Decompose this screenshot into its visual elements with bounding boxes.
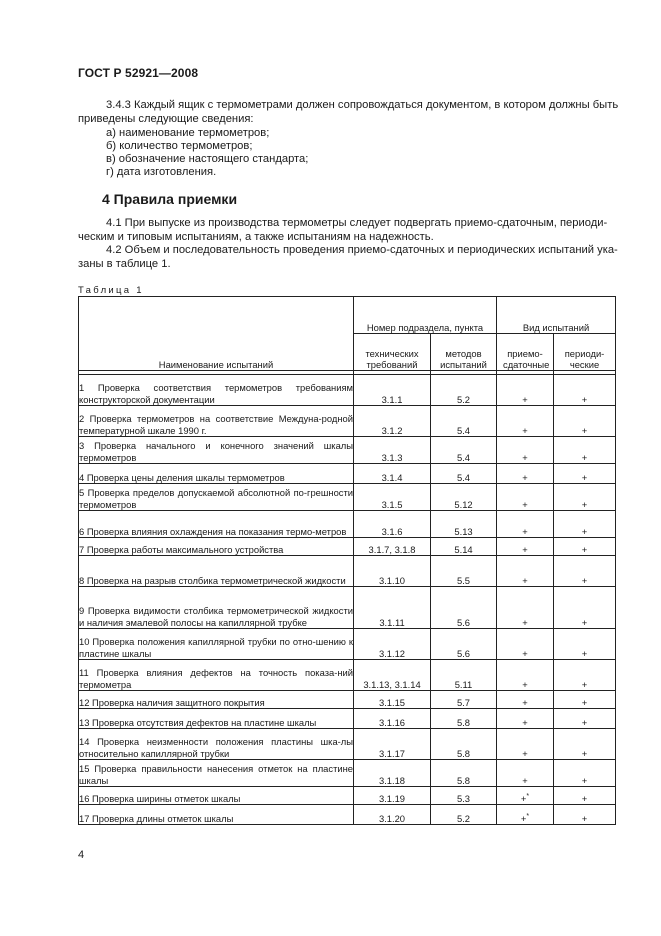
- cell-acceptance: [497, 805, 554, 825]
- cell-tech-requirement-text: 3.1.15: [378, 696, 406, 708]
- cell-periodic: [554, 538, 616, 556]
- cell-test-name: [79, 484, 354, 511]
- table-row: [79, 587, 616, 629]
- cell-test-name: [79, 587, 354, 629]
- header-test-type: Вид испытаний: [497, 297, 616, 334]
- cell-periodic-text: +: [581, 647, 588, 659]
- table-row: [79, 691, 616, 709]
- cell-tech-requirement: [354, 660, 431, 691]
- cell-test-method-text: 5.4: [456, 451, 471, 463]
- table-row: [79, 375, 616, 406]
- cell-acceptance-text: +: [522, 574, 528, 586]
- cell-test-name-text: 11 Проверка влияния дефектов на точность показа-ний термометра: [79, 667, 353, 690]
- cell-acceptance-text: +: [522, 471, 528, 483]
- cell-periodic-text: +: [581, 471, 588, 483]
- paragraph-4-2-line-1: 4.2 Объем и последовательность проведения приемо-сдаточных и периодических испытаний ука-: [106, 244, 618, 256]
- cell-acceptance-text: +: [522, 716, 528, 728]
- cell-tech-requirement-text: 3.1.7, 3.1.8: [368, 543, 416, 555]
- cell-test-method-text: 5.8: [456, 716, 471, 728]
- paragraph-3-4-3-line-2: приведены следующие сведения:: [78, 113, 254, 125]
- page-number: 4: [78, 849, 85, 861]
- cell-test-name-text: 17 Проверка длины отметок шкалы: [79, 812, 234, 824]
- cell-tech-requirement: [354, 375, 431, 406]
- cell-acceptance-text: +: [522, 393, 528, 405]
- cell-tech-requirement: [354, 464, 431, 484]
- cell-tech-requirement-text: 3.1.19: [378, 792, 406, 804]
- cell-acceptance-text: +: [522, 424, 528, 436]
- table-row: [79, 556, 616, 587]
- cell-test-method: [431, 760, 497, 787]
- cell-acceptance: [497, 538, 554, 556]
- cell-test-name: [79, 629, 354, 660]
- cell-test-method-text: 5.12: [454, 498, 473, 510]
- paragraph-3-4-3-line-1: 3.4.3 Каждый ящик с термометрами должен сопровождаться документом, в котором должны быть: [106, 99, 619, 111]
- cell-periodic: [554, 729, 616, 760]
- cell-acceptance-text: +: [522, 616, 528, 628]
- cell-tech-requirement-text: 3.1.1: [381, 393, 403, 405]
- cell-tech-requirement-text: 3.1.17: [378, 747, 406, 759]
- cell-periodic-text: +: [581, 792, 588, 804]
- cell-acceptance: [497, 787, 554, 805]
- cell-test-name: [79, 691, 354, 709]
- cell-periodic-text: +: [581, 451, 588, 463]
- cell-tech-requirement: [354, 406, 431, 437]
- cell-periodic-text: +: [581, 774, 588, 786]
- header-periodic: периоди-ческие: [554, 334, 616, 371]
- cell-test-method: [431, 709, 497, 729]
- cell-tech-requirement: [354, 484, 431, 511]
- cell-acceptance: [497, 406, 554, 437]
- cell-tech-requirement-text: 3.1.3: [381, 451, 403, 463]
- cell-test-method: [431, 375, 497, 406]
- cell-test-method-text: 5.8: [456, 774, 471, 786]
- cell-test-name-text: 8 Проверка на разрыв столбика термометрической жидкости: [79, 574, 346, 586]
- table-row: [79, 437, 616, 464]
- section-4-heading: 4 Правила приемки: [102, 191, 238, 207]
- cell-test-method: [431, 538, 497, 556]
- cell-test-name: [79, 406, 354, 437]
- cell-test-name: [79, 375, 354, 406]
- cell-periodic-text: +: [581, 696, 588, 708]
- cell-periodic: [554, 437, 616, 464]
- cell-tech-requirement-text: 3.1.4: [381, 471, 403, 483]
- cell-acceptance: [497, 511, 554, 538]
- cell-tech-requirement: [354, 437, 431, 464]
- cell-test-name-text: 6 Проверка влияния охлаждения на показания термо-метров: [79, 525, 347, 537]
- cell-test-name-text: 9 Проверка видимости столбика термометрической жидкости и наличия эмалевой полосы на капиллярной трубке: [79, 605, 353, 628]
- cell-test-name-text: 2 Проверка термометров на соответствие Междуна-родной температурной шкале 1990 г.: [79, 413, 353, 436]
- cell-test-name-text: 13 Проверка отсутствия дефектов на пластине шкалы: [79, 716, 317, 728]
- cell-test-name-text: 3 Проверка начального и конечного значений шкалы термометров: [79, 440, 353, 463]
- cell-test-method-text: 5.3: [456, 792, 471, 804]
- cell-test-name: [79, 556, 354, 587]
- paragraph-4-1-line-2: ческим и типовым испытаниям, а также испытаниям на надежность.: [78, 231, 434, 243]
- cell-test-method-text: 5.14: [454, 543, 473, 555]
- footnote-mark: *: [526, 812, 530, 820]
- cell-test-name: [79, 437, 354, 464]
- cell-acceptance-text: +: [522, 543, 528, 555]
- cell-tech-requirement-text: 3.1.12: [378, 647, 406, 659]
- cell-test-name: [79, 709, 354, 729]
- cell-tech-requirement: [354, 691, 431, 709]
- cell-periodic-text: +: [581, 716, 588, 728]
- cell-test-method: [431, 511, 497, 538]
- cell-test-method: [431, 660, 497, 691]
- list-item-v: в) обозначение настоящего стандарта;: [106, 153, 309, 165]
- cell-test-method: [431, 691, 497, 709]
- cell-acceptance: [497, 629, 554, 660]
- header-subsection-number: Номер подраздела, пункта: [354, 297, 497, 334]
- table-row: [79, 538, 616, 556]
- header-test-methods: методов испытаний: [431, 334, 497, 371]
- cell-test-name-text: 15 Проверка правильности нанесения отметок на пластине шкалы: [79, 763, 353, 786]
- table-row: [79, 760, 616, 787]
- cell-test-method: [431, 464, 497, 484]
- cell-periodic-text: +: [581, 424, 588, 436]
- cell-test-method: [431, 406, 497, 437]
- cell-acceptance: [497, 691, 554, 709]
- footnote-mark: *: [526, 792, 530, 800]
- cell-periodic: [554, 660, 616, 691]
- cell-periodic-text: +: [581, 498, 588, 510]
- cell-periodic: [554, 556, 616, 587]
- cell-tech-requirement-text: 3.1.2: [381, 424, 403, 436]
- table-row: [79, 464, 616, 484]
- paragraph-4-1-line-1: 4.1 При выпуске из производства термометры следует подвергать приемо-сдаточным, периоди-: [106, 217, 608, 229]
- table-row: [79, 629, 616, 660]
- cell-test-method: [431, 787, 497, 805]
- cell-test-name: [79, 760, 354, 787]
- cell-acceptance: [497, 375, 554, 406]
- cell-acceptance: [497, 709, 554, 729]
- cell-periodic: [554, 484, 616, 511]
- cell-periodic-text: +: [581, 525, 588, 537]
- cell-test-method-text: 5.4: [456, 424, 471, 436]
- cell-periodic: [554, 375, 616, 406]
- cell-periodic-text: +: [581, 543, 588, 555]
- cell-tech-requirement-text: 3.1.20: [378, 812, 406, 824]
- cell-periodic: [554, 709, 616, 729]
- table-row: [79, 787, 616, 805]
- cell-test-method: [431, 587, 497, 629]
- cell-test-method-text: 5.2: [456, 812, 471, 824]
- cell-test-name: [79, 464, 354, 484]
- cell-periodic-text: +: [581, 616, 588, 628]
- cell-test-name-text: 1 Проверка соответствия термометров требованиям конструкторской документации: [79, 382, 353, 405]
- cell-test-method-text: 5.7: [456, 696, 471, 708]
- cell-test-method: [431, 805, 497, 825]
- cell-periodic: [554, 691, 616, 709]
- cell-periodic-text: +: [581, 678, 588, 690]
- table-row: [79, 484, 616, 511]
- table-row: [79, 805, 616, 825]
- cell-periodic: [554, 805, 616, 825]
- table-row: [79, 660, 616, 691]
- cell-acceptance-text: +: [522, 678, 528, 690]
- cell-test-method: [431, 729, 497, 760]
- cell-periodic: [554, 629, 616, 660]
- cell-periodic-text: +: [581, 812, 588, 824]
- cell-acceptance: [497, 760, 554, 787]
- cell-acceptance-text: +: [522, 647, 528, 659]
- cell-test-name: [79, 538, 354, 556]
- table-caption: Таблица 1: [78, 285, 144, 296]
- cell-periodic: [554, 587, 616, 629]
- cell-periodic-text: +: [581, 393, 588, 405]
- table-row: [79, 729, 616, 760]
- cell-test-method: [431, 437, 497, 464]
- cell-tech-requirement: [354, 538, 431, 556]
- cell-test-method-text: 5.11: [454, 678, 473, 690]
- cell-tech-requirement-text: 3.1.5: [381, 498, 403, 510]
- cell-tech-requirement: [354, 629, 431, 660]
- cell-tech-requirement-text: 3.1.13, 3.1.14: [363, 678, 421, 690]
- cell-test-name-text: 16 Проверка ширины отметок шкалы: [79, 792, 241, 804]
- cell-test-method-text: 5.13: [454, 525, 473, 537]
- list-item-a: а) наименование термометров;: [106, 127, 270, 139]
- cell-tech-requirement-text: 3.1.11: [379, 616, 405, 628]
- cell-acceptance-text: +: [522, 451, 528, 463]
- cell-test-name-text: 14 Проверка неизменности положения пластины шка-лы относительно капиллярной трубки: [79, 736, 353, 759]
- cell-test-name-text: 5 Проверка пределов допускаемой абсолютной по-грешности термометров: [79, 487, 353, 510]
- header-test-name: Наименование испытаний: [79, 297, 354, 371]
- cell-test-name: [79, 660, 354, 691]
- cell-acceptance: [497, 464, 554, 484]
- cell-test-method-text: 5.5: [456, 574, 471, 586]
- cell-acceptance: [497, 660, 554, 691]
- cell-tech-requirement: [354, 787, 431, 805]
- cell-acceptance: [497, 437, 554, 464]
- cell-test-name: [79, 787, 354, 805]
- header-tech-requirements: технических требований: [354, 334, 431, 371]
- cell-tech-requirement: [354, 709, 431, 729]
- cell-tech-requirement: [354, 587, 431, 629]
- list-item-b: б) количество термометров;: [106, 140, 253, 152]
- cell-test-name-text: 12 Проверка наличия защитного покрытия: [79, 696, 265, 708]
- header-acceptance: приемо-сдаточные: [497, 334, 554, 371]
- cell-tech-requirement: [354, 805, 431, 825]
- cell-acceptance-text: +: [522, 525, 528, 537]
- cell-tech-requirement: [354, 511, 431, 538]
- cell-test-method-text: 5.2: [456, 393, 471, 405]
- cell-test-method-text: 5.6: [456, 616, 471, 628]
- cell-test-method-text: 5.4: [456, 471, 471, 483]
- cell-acceptance: [497, 556, 554, 587]
- cell-acceptance: [497, 484, 554, 511]
- cell-periodic: [554, 464, 616, 484]
- cell-test-method-text: 5.6: [456, 647, 471, 659]
- cell-test-name-text: 10 Проверка положения капиллярной трубки по отно-шению к пластине шкалы: [79, 636, 353, 659]
- cell-test-method: [431, 556, 497, 587]
- paragraph-4-2-line-2: заны в таблице 1.: [78, 258, 171, 270]
- cell-test-name-text: 4 Проверка цены деления шкалы термометров: [79, 471, 285, 483]
- cell-test-name: [79, 805, 354, 825]
- cell-tech-requirement-text: 3.1.6: [381, 525, 403, 537]
- cell-acceptance-text: +: [522, 774, 528, 786]
- cell-acceptance: [497, 587, 554, 629]
- cell-tech-requirement: [354, 760, 431, 787]
- cell-test-method: [431, 484, 497, 511]
- cell-periodic-text: +: [581, 747, 588, 759]
- table-row: [79, 511, 616, 538]
- cell-periodic: [554, 511, 616, 538]
- cell-acceptance-text: +: [522, 498, 528, 510]
- cell-acceptance-text: +: [522, 747, 528, 759]
- cell-periodic: [554, 406, 616, 437]
- cell-test-name-text: 7 Проверка работы максимального устройства: [79, 543, 284, 555]
- cell-test-method: [431, 629, 497, 660]
- cell-tech-requirement: [354, 556, 431, 587]
- cell-acceptance-text: +: [522, 696, 528, 708]
- list-item-g: г) дата изготовления.: [106, 166, 217, 178]
- cell-tech-requirement-text: 3.1.18: [378, 774, 406, 786]
- cell-test-method-text: 5.8: [456, 747, 471, 759]
- cell-tech-requirement: [354, 729, 431, 760]
- cell-acceptance-text: +: [520, 792, 527, 804]
- table-row: [79, 709, 616, 729]
- cell-tech-requirement-text: 3.1.10: [378, 574, 406, 586]
- cell-tech-requirement-text: 3.1.16: [378, 716, 406, 728]
- cell-periodic-text: +: [581, 574, 588, 586]
- tests-table: [78, 296, 616, 825]
- cell-acceptance: [497, 729, 554, 760]
- cell-periodic: [554, 787, 616, 805]
- cell-test-name: [79, 729, 354, 760]
- cell-test-name: [79, 511, 354, 538]
- cell-acceptance-text: +: [520, 812, 527, 824]
- document-header: ГОСТ Р 52921—2008: [78, 66, 199, 80]
- cell-periodic: [554, 760, 616, 787]
- table-row: [79, 406, 616, 437]
